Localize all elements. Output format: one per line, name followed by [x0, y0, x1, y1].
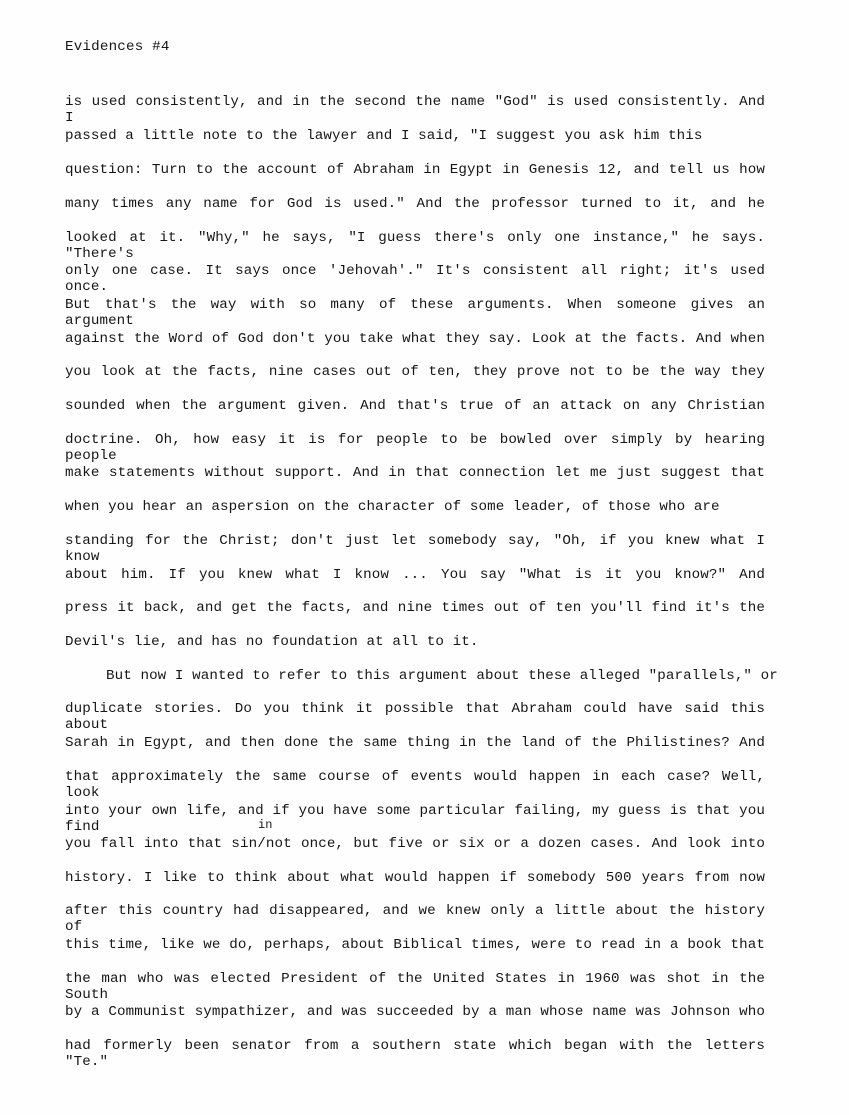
text-line: that approximately the same course of events would happen in each case? Well, look	[65, 769, 765, 801]
text-line: But that's the way with so many of these arguments. When someone gives an argument	[65, 297, 765, 329]
text-line: the man who was elected President of the United States in 1960 was shot in the South	[65, 971, 765, 1003]
text-line: you look at the facts, nine cases out of ten, they prove not to be the way they	[65, 364, 765, 380]
text-line: sounded when the argument given. And that's true of an attack on any Christian	[65, 398, 765, 414]
page-header: Evidences #4	[65, 39, 170, 55]
text-line: many times any name for God is used." And the professor turned to it, and he	[65, 196, 765, 212]
text-line: when you hear an aspersion on the character of some leader, of those who are	[65, 499, 720, 515]
text-line: you fall into that sin/not once, but five or six or a dozen cases. And look into	[65, 836, 765, 852]
text-line: standing for the Christ; don't just let somebody say, "Oh, if you knew what I know	[65, 533, 765, 565]
text-line: Sarah in Egypt, and then done the same thing in the land of the Philistines? And	[65, 735, 765, 751]
text-line: is used consistently, and in the second the name "God" is used consistently. And I	[65, 94, 765, 126]
text-line: only one case. It says once 'Jehovah'." It's consistent all right; it's used once.	[65, 263, 765, 295]
text-line: doctrine. Oh, how easy it is for people to be bowled over simply by hearing people	[65, 432, 765, 464]
text-line: about him. If you knew what I know ... You say "What is it you know?" And	[65, 567, 765, 583]
text-line: this time, like we do, perhaps, about Biblical times, were to read in a book that	[65, 937, 765, 953]
text-line: question: Turn to the account of Abraham in Egypt in Genesis 12, and tell us how	[65, 162, 765, 178]
text-line: into your own life, and if you have some particular failing, my guess is that you find	[65, 803, 765, 835]
text-line: after this country had disappeared, and we knew only a little about the history of	[65, 903, 765, 935]
text-line: history. I like to think about what would happen if somebody 500 years from now	[65, 870, 765, 886]
text-line: against the Word of God don't you take what they say. Look at the facts. And when	[65, 331, 765, 347]
text-line: duplicate stories. Do you think it possible that Abraham could have said this about	[65, 701, 765, 733]
text-line: had formerly been senator from a southern state which began with the letters "Te."	[65, 1038, 765, 1070]
text-line: Devil's lie, and has no foundation at all to it.	[65, 634, 479, 650]
text-line: press it back, and get the facts, and nine times out of ten you'll find it's the	[65, 600, 765, 616]
text-line: by a Communist sympathizer, and was succeeded by a man whose name was Johnson who	[65, 1004, 765, 1020]
text-line: But now I wanted to refer to this argument about these alleged "parallels," or	[106, 668, 778, 684]
inserted-word: in	[258, 818, 273, 832]
text-line: passed a little note to the lawyer and I said, "I suggest you ask him this	[65, 128, 703, 144]
text-line: make statements without support. And in that connection let me just suggest that	[65, 465, 765, 481]
text-line: looked at it. "Why," he says, "I guess there's only one instance," he says. "There's	[65, 230, 765, 262]
